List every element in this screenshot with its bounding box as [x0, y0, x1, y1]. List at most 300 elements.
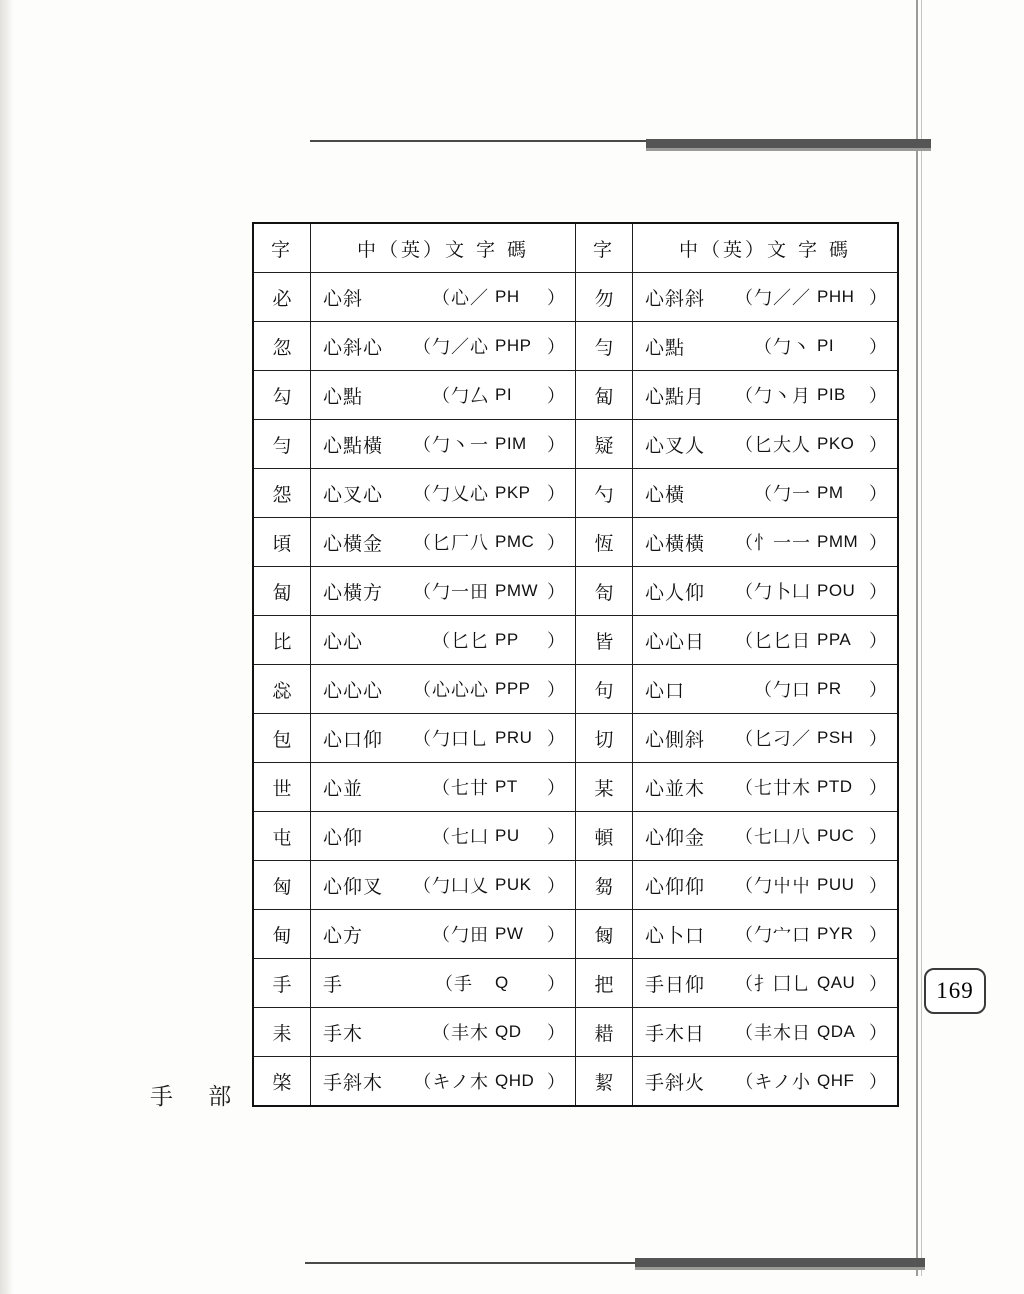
- code-cell-inner: [637, 382, 893, 409]
- table-row: [253, 616, 898, 665]
- code-radicals: 心卜口: [645, 924, 706, 947]
- code-cell-inner: [637, 529, 893, 556]
- page-gutter-line-secondary: [921, 0, 922, 1276]
- code-cell-inner: [315, 382, 571, 409]
- code-latin-letters: PSH: [817, 728, 854, 747]
- code-cell-inner: [315, 529, 571, 556]
- character-cell: 匐: [253, 567, 311, 616]
- radical-section-label: 手 部: [150, 1084, 246, 1110]
- code-parenthetical: [432, 1019, 565, 1045]
- code-parenthetical: [735, 382, 887, 408]
- code-close-paren: ）: [547, 1023, 565, 1044]
- character-cell: 勾: [253, 371, 311, 420]
- code-latin-letters: PW: [495, 924, 524, 943]
- code-cell-inner: [315, 774, 571, 801]
- code-stroke-pieces: （勹丶月: [735, 386, 811, 407]
- character-cell: 頓: [576, 812, 633, 861]
- character-cell: 芻: [576, 861, 633, 910]
- code-close-paren: ）: [869, 533, 887, 554]
- code-latin-letters: PUK: [495, 875, 532, 894]
- code-radicals: 心叉心: [323, 483, 384, 506]
- code-parenthetical: [432, 627, 565, 653]
- code-radicals: 心心心: [323, 679, 384, 702]
- code-cell-inner: [315, 284, 571, 311]
- code-cell-inner: [637, 1068, 893, 1095]
- code-cell-inner: [315, 872, 571, 899]
- code-stroke-pieces: （七凵: [432, 827, 489, 848]
- code-cell: [311, 616, 576, 665]
- character-cell: 把: [576, 959, 633, 1008]
- code-parenthetical: [735, 725, 887, 751]
- code-radicals: 手: [323, 973, 344, 996]
- code-cell-inner: [315, 921, 571, 948]
- code-stroke-pieces: （心心心: [413, 680, 489, 701]
- code-cell: [633, 861, 899, 910]
- code-close-paren: ）: [547, 1072, 565, 1093]
- code-latin-letters: POU: [817, 581, 856, 600]
- code-radicals: 心口仰: [323, 728, 384, 751]
- table-row: [253, 1057, 898, 1107]
- code-radicals: 心橫方: [323, 581, 384, 604]
- code-latin-letters: PHP: [495, 336, 532, 355]
- code-parenthetical: [735, 529, 887, 555]
- character-cell: 絜: [576, 1057, 633, 1107]
- code-close-paren: ）: [869, 876, 887, 897]
- code-radicals: 心斜: [323, 287, 364, 310]
- character-code-table: [252, 222, 899, 1107]
- character-cell: 切: [576, 714, 633, 763]
- code-radicals: 心橫金: [323, 532, 384, 555]
- character-cell: 匈: [253, 861, 311, 910]
- code-cell: [633, 763, 899, 812]
- code-stroke-pieces: （キノ木: [413, 1072, 489, 1093]
- code-cell: [633, 371, 899, 420]
- code-parenthetical: [432, 774, 565, 800]
- character-cell: 句: [576, 665, 633, 714]
- code-radicals: 心叉人: [645, 434, 706, 457]
- code-cell: [633, 959, 899, 1008]
- code-cell-inner: [637, 921, 893, 948]
- code-cell-inner: [637, 774, 893, 801]
- code-latin-letters: PUU: [817, 875, 855, 894]
- code-latin-letters: PTD: [817, 777, 853, 796]
- table-row: [253, 665, 898, 714]
- code-radicals: 心橫: [645, 483, 686, 506]
- table-body: [253, 273, 898, 1107]
- table-row: [253, 812, 898, 861]
- code-cell: [633, 812, 899, 861]
- code-stroke-pieces: （匕厂八: [413, 533, 489, 554]
- code-cell: [633, 273, 899, 322]
- code-close-paren: ）: [869, 680, 887, 701]
- character-cell: 比: [253, 616, 311, 665]
- code-stroke-pieces: （勹田: [432, 925, 489, 946]
- table-row: [253, 469, 898, 518]
- code-cell: [633, 714, 899, 763]
- code-cell-inner: [637, 480, 893, 507]
- code-latin-letters: PHH: [817, 287, 855, 306]
- code-latin-letters: PIM: [495, 434, 527, 453]
- character-cell: 勻: [576, 322, 633, 371]
- code-parenthetical: [735, 578, 887, 604]
- code-stroke-pieces: （匕大人: [735, 435, 811, 456]
- scan-edge-shadow: [0, 0, 14, 1294]
- table-row: [253, 861, 898, 910]
- code-radicals: 心側斜: [645, 728, 706, 751]
- table-row: [253, 959, 898, 1008]
- code-stroke-pieces: （勹屮屮: [735, 876, 811, 897]
- character-cell: 手: [253, 959, 311, 1008]
- code-close-paren: ）: [869, 1072, 887, 1093]
- code-cell: [311, 714, 576, 763]
- header-code-right: 中（英）文 字 碼: [633, 223, 899, 273]
- code-radicals: 心仰仰: [645, 875, 706, 898]
- page-gutter-line: [916, 0, 918, 1276]
- code-stroke-pieces: （勹丶一: [413, 435, 489, 456]
- code-latin-letters: PYR: [817, 924, 854, 943]
- code-close-paren: ）: [869, 827, 887, 848]
- code-cell-inner: [637, 284, 893, 311]
- code-latin-letters: PKO: [817, 434, 855, 453]
- code-close-paren: ）: [869, 337, 887, 358]
- code-close-paren: ）: [547, 778, 565, 799]
- code-radicals: 手斜木: [323, 1071, 384, 1094]
- code-stroke-pieces: （勹一: [754, 484, 811, 505]
- table-row: [253, 1008, 898, 1057]
- character-cell: 世: [253, 763, 311, 812]
- code-cell-inner: [315, 970, 571, 997]
- code-stroke-pieces: （勹凵乂: [413, 876, 489, 897]
- code-latin-letters: PMW: [495, 581, 539, 600]
- code-close-paren: ）: [869, 778, 887, 799]
- code-stroke-pieces: （勹厶: [432, 386, 489, 407]
- code-stroke-pieces: （勹丶: [754, 337, 811, 358]
- code-table-container: [252, 222, 887, 1107]
- code-radicals: 心心: [323, 630, 364, 653]
- code-cell: [633, 665, 899, 714]
- code-stroke-pieces: （勹乂心: [413, 484, 489, 505]
- code-latin-letters: PI: [495, 385, 513, 404]
- code-parenthetical: [413, 480, 565, 506]
- character-cell: 甸: [253, 910, 311, 959]
- code-close-paren: ）: [869, 1023, 887, 1044]
- header-rule-thick: [646, 139, 931, 148]
- code-parenthetical: [754, 480, 887, 506]
- code-stroke-pieces: （勹卜凵: [735, 582, 811, 603]
- code-close-paren: ）: [869, 386, 887, 407]
- code-cell: [633, 1057, 899, 1107]
- code-latin-letters: QAU: [817, 973, 856, 992]
- code-latin-letters: PUC: [817, 826, 855, 845]
- code-cell: [633, 420, 899, 469]
- code-parenthetical: [735, 774, 887, 800]
- code-parenthetical: [735, 872, 887, 898]
- code-stroke-pieces: （匕匕日: [735, 631, 811, 652]
- code-close-paren: ）: [547, 582, 565, 603]
- code-close-paren: ）: [869, 582, 887, 603]
- code-close-paren: ）: [547, 729, 565, 750]
- code-parenthetical: [432, 823, 565, 849]
- code-parenthetical: [413, 725, 565, 751]
- code-latin-letters: PT: [495, 777, 518, 796]
- code-close-paren: ）: [547, 288, 565, 309]
- code-stroke-pieces: （勹口: [754, 680, 811, 701]
- code-cell-inner: [315, 676, 571, 703]
- code-cell-inner: [315, 480, 571, 507]
- code-cell-inner: [637, 1019, 893, 1046]
- table-row: [253, 322, 898, 371]
- character-cell: 恆: [576, 518, 633, 567]
- code-stroke-pieces: （丰木: [432, 1023, 489, 1044]
- code-cell: [633, 616, 899, 665]
- code-cell: [311, 518, 576, 567]
- code-close-paren: ）: [869, 435, 887, 456]
- code-stroke-pieces: （匕匕: [432, 631, 489, 652]
- code-parenthetical: [735, 431, 887, 457]
- character-cell: 惢: [253, 665, 311, 714]
- code-close-paren: ）: [547, 337, 565, 358]
- code-close-paren: ）: [547, 484, 565, 505]
- code-stroke-pieces: （匕刁／: [735, 729, 811, 750]
- code-latin-letters: PMM: [817, 532, 859, 551]
- code-close-paren: ）: [547, 827, 565, 848]
- table-row: [253, 518, 898, 567]
- code-close-paren: ）: [869, 484, 887, 505]
- code-close-paren: ）: [547, 533, 565, 554]
- code-close-paren: ）: [869, 974, 887, 995]
- character-cell: 勺: [576, 469, 633, 518]
- code-cell: [633, 1008, 899, 1057]
- code-parenthetical: [413, 1068, 565, 1094]
- table-row: [253, 763, 898, 812]
- code-cell: [311, 910, 576, 959]
- character-cell: 皆: [576, 616, 633, 665]
- code-radicals: 心橫橫: [645, 532, 706, 555]
- code-stroke-pieces: （勹宀口: [735, 925, 811, 946]
- code-cell: [311, 322, 576, 371]
- code-radicals: 心並木: [645, 777, 706, 800]
- code-radicals: 心點: [323, 385, 364, 408]
- code-latin-letters: QHF: [817, 1071, 855, 1090]
- code-radicals: 手木日: [645, 1022, 706, 1045]
- code-cell: [311, 420, 576, 469]
- code-cell: [633, 910, 899, 959]
- code-parenthetical: [735, 970, 887, 996]
- code-stroke-pieces: （勹／心: [413, 337, 489, 358]
- code-parenthetical: [735, 1019, 887, 1045]
- character-cell: 匓: [576, 910, 633, 959]
- code-radicals: 心口: [645, 679, 686, 702]
- code-stroke-pieces: （丰木日: [735, 1023, 811, 1044]
- character-cell: 勿: [576, 273, 633, 322]
- character-cell: 耒: [253, 1008, 311, 1057]
- character-cell: 疑: [576, 420, 633, 469]
- code-cell: [311, 273, 576, 322]
- code-cell-inner: [637, 578, 893, 605]
- code-cell: [633, 567, 899, 616]
- header-char-right: 字: [576, 223, 633, 273]
- code-radicals: 心點月: [645, 385, 706, 408]
- code-latin-letters: PI: [817, 336, 835, 355]
- code-radicals: 心仰叉: [323, 875, 384, 898]
- code-parenthetical: [735, 823, 887, 849]
- code-parenthetical: [413, 431, 565, 457]
- code-latin-letters: PPA: [817, 630, 852, 649]
- code-cell: [633, 518, 899, 567]
- code-stroke-pieces: （七廿木: [735, 778, 811, 799]
- code-stroke-pieces: （七廿: [432, 778, 489, 799]
- code-latin-letters: Q: [495, 973, 509, 992]
- code-cell: [311, 665, 576, 714]
- code-cell-inner: [315, 823, 571, 850]
- character-cell: 包: [253, 714, 311, 763]
- code-parenthetical: [413, 578, 565, 604]
- footer-rule-thin: [305, 1262, 635, 1264]
- header-char-left: 字: [253, 223, 311, 273]
- code-cell-inner: [315, 725, 571, 752]
- code-cell-inner: [637, 970, 893, 997]
- code-close-paren: ）: [547, 631, 565, 652]
- code-stroke-pieces: （七凵八: [735, 827, 811, 848]
- code-parenthetical: [413, 529, 565, 555]
- code-latin-letters: QHD: [495, 1071, 535, 1090]
- code-cell: [311, 861, 576, 910]
- character-cell: 怨: [253, 469, 311, 518]
- code-radicals: 心點橫: [323, 434, 384, 457]
- code-latin-letters: PMC: [495, 532, 535, 551]
- character-cell: 某: [576, 763, 633, 812]
- code-parenthetical: [432, 921, 565, 947]
- character-cell: 勻: [253, 420, 311, 469]
- code-radicals: 手日仰: [645, 973, 706, 996]
- code-radicals: 心仰金: [645, 826, 706, 849]
- code-parenthetical: [754, 333, 887, 359]
- code-close-paren: ）: [869, 925, 887, 946]
- code-close-paren: ）: [869, 729, 887, 750]
- code-radicals: 手木: [323, 1022, 364, 1045]
- code-parenthetical: [432, 284, 565, 310]
- code-close-paren: ）: [547, 680, 565, 701]
- code-parenthetical: [413, 872, 565, 898]
- character-cell: 耤: [576, 1008, 633, 1057]
- character-cell: 忽: [253, 322, 311, 371]
- code-cell: [311, 1057, 576, 1107]
- code-stroke-pieces: （忄一一: [735, 533, 811, 554]
- code-cell: [311, 812, 576, 861]
- footer-rule-thick: [635, 1258, 925, 1267]
- code-cell-inner: [637, 823, 893, 850]
- code-cell-inner: [637, 676, 893, 703]
- code-latin-letters: PRU: [495, 728, 533, 747]
- code-cell: [311, 1008, 576, 1057]
- code-cell-inner: [637, 333, 893, 360]
- code-radicals: 心仰: [323, 826, 364, 849]
- code-cell: [633, 469, 899, 518]
- code-parenthetical: [413, 676, 565, 702]
- code-parenthetical: [413, 333, 565, 359]
- code-parenthetical: [754, 676, 887, 702]
- code-radicals: 心斜斜: [645, 287, 706, 310]
- character-cell: 匐: [576, 371, 633, 420]
- code-parenthetical: [435, 970, 565, 996]
- code-stroke-pieces: （扌囗乚: [735, 974, 811, 995]
- code-latin-letters: PU: [495, 826, 520, 845]
- code-stroke-pieces: （勹／／: [735, 288, 811, 309]
- code-radicals: 心方: [323, 924, 364, 947]
- code-latin-letters: PIB: [817, 385, 846, 404]
- code-stroke-pieces: （手: [435, 974, 473, 995]
- code-stroke-pieces: （心／: [432, 288, 489, 309]
- code-latin-letters: QDA: [817, 1022, 856, 1041]
- code-radicals: 手斜火: [645, 1071, 706, 1094]
- code-cell-inner: [315, 1019, 571, 1046]
- character-cell: 棨: [253, 1057, 311, 1107]
- code-latin-letters: PPP: [495, 679, 531, 698]
- code-close-paren: ）: [547, 876, 565, 897]
- character-cell: 頃: [253, 518, 311, 567]
- table-row: [253, 910, 898, 959]
- code-radicals: 心心日: [645, 630, 706, 653]
- code-parenthetical: [735, 921, 887, 947]
- code-radicals: 心點: [645, 336, 686, 359]
- code-parenthetical: [735, 1068, 887, 1094]
- code-cell-inner: [637, 872, 893, 899]
- code-parenthetical: [432, 382, 565, 408]
- code-cell-inner: [315, 431, 571, 458]
- table-row: [253, 714, 898, 763]
- code-close-paren: ）: [869, 288, 887, 309]
- code-cell: [311, 469, 576, 518]
- code-cell-inner: [315, 578, 571, 605]
- code-stroke-pieces: （勹一田: [413, 582, 489, 603]
- code-cell-inner: [315, 1068, 571, 1095]
- code-radicals: 心並: [323, 777, 364, 800]
- code-parenthetical: [735, 627, 887, 653]
- code-cell: [633, 322, 899, 371]
- code-close-paren: ）: [547, 386, 565, 407]
- code-cell-inner: [637, 725, 893, 752]
- code-cell: [311, 763, 576, 812]
- table-row: [253, 273, 898, 322]
- code-stroke-pieces: （勹口乚: [413, 729, 489, 750]
- table-row: [253, 371, 898, 420]
- code-radicals: 心斜心: [323, 336, 384, 359]
- code-cell: [311, 959, 576, 1008]
- page-number: 169: [924, 968, 986, 1014]
- character-cell: 屯: [253, 812, 311, 861]
- code-latin-letters: PH: [495, 287, 520, 306]
- code-latin-letters: PM: [817, 483, 844, 502]
- code-close-paren: ）: [869, 631, 887, 652]
- code-latin-letters: PR: [817, 679, 842, 698]
- header-rule-thin: [310, 140, 646, 142]
- code-cell-inner: [315, 627, 571, 654]
- code-cell: [311, 567, 576, 616]
- code-latin-letters: PP: [495, 630, 519, 649]
- character-cell: 匌: [576, 567, 633, 616]
- code-close-paren: ）: [547, 974, 565, 995]
- code-latin-letters: PKP: [495, 483, 531, 502]
- code-parenthetical: [735, 284, 887, 310]
- code-radicals: 心人仰: [645, 581, 706, 604]
- code-cell-inner: [637, 431, 893, 458]
- code-stroke-pieces: （キノ小: [735, 1072, 811, 1093]
- code-close-paren: ）: [547, 925, 565, 946]
- code-cell-inner: [315, 333, 571, 360]
- code-cell-inner: [637, 627, 893, 654]
- table-header-row: [253, 223, 898, 273]
- header-code-left: 中（英）文 字 碼: [311, 223, 576, 273]
